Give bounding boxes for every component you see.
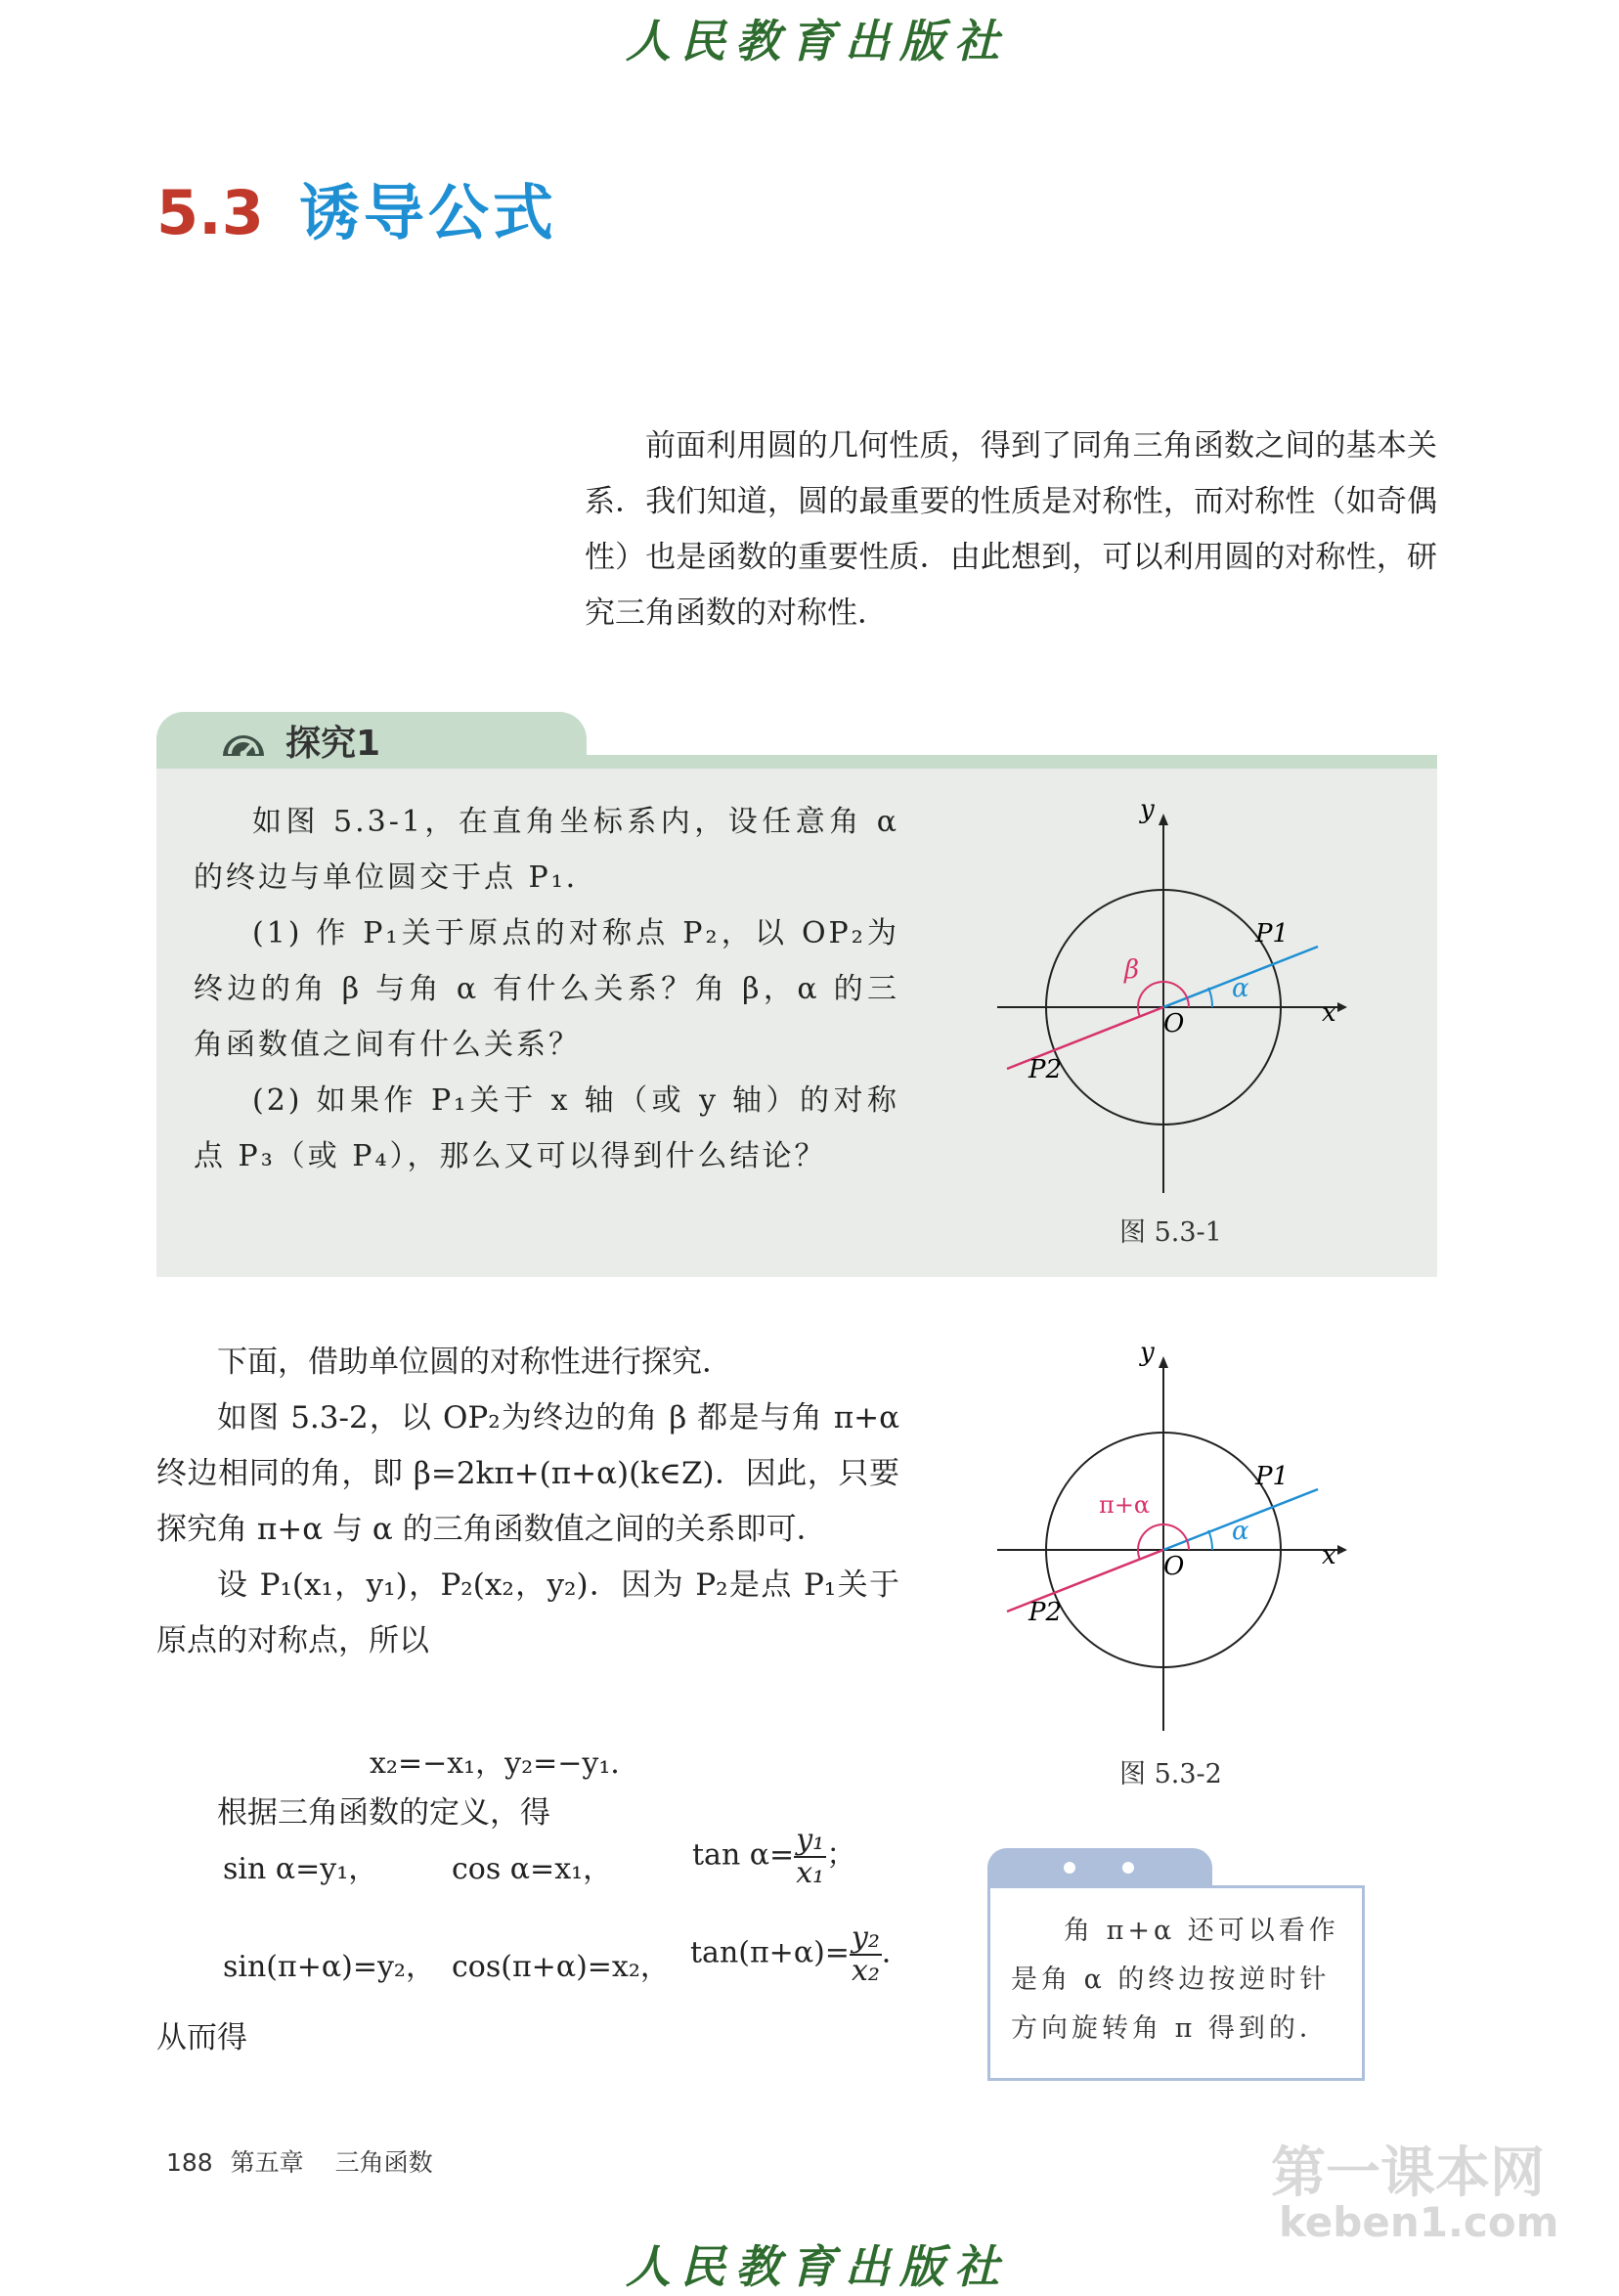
- note-dot-icon: [1122, 1862, 1134, 1874]
- y-label: y: [1140, 802, 1155, 824]
- x-axis-arrow-icon: [1337, 1545, 1347, 1555]
- figure-2-caption: 图 5.3-2: [1119, 1759, 1222, 1789]
- p2-label: P2: [1028, 1055, 1063, 1084]
- alpha-arc: [1208, 988, 1212, 1007]
- explore-para-2: (1) 作 P₁关于原点的对称点 P₂，以 OP₂为终边的角 β 与角 α 有什么关系？角 β，α 的三角函数值之间有什么关系？: [194, 916, 899, 1062]
- body-para-4: 根据三角函数的定义，得: [217, 1795, 550, 1831]
- origin-label: O: [1163, 1009, 1185, 1038]
- alpha-arc: [1208, 1530, 1212, 1550]
- explore-para-1: 如图 5.3-1，在直角坐标系内，设任意角 α 的终边与单位圆交于点 P₁．: [194, 805, 899, 895]
- alpha-label: α: [1232, 974, 1249, 1003]
- explore-label: 探究1: [285, 724, 381, 764]
- tan-pi-alpha-lhs: tan(π+α)=: [690, 1935, 850, 1970]
- watermark-url: keben1.com: [1279, 2198, 1559, 2246]
- tan-pi-alpha-numerator: y₂: [851, 1921, 880, 1955]
- chapter-title: 三角函数: [334, 2148, 433, 2177]
- pi-alpha-label: π+α: [1099, 1491, 1151, 1519]
- equation-sin-alpha: sin α=y₁，: [223, 1852, 378, 1886]
- x-label: x: [1322, 1541, 1336, 1570]
- y-label: y: [1140, 1345, 1155, 1367]
- tan-pi-alpha-denominator: x₂: [851, 1953, 880, 1988]
- tan-pi-alpha-tail: ．: [881, 1935, 911, 1970]
- intro-paragraph: [585, 419, 1437, 641]
- p1-label: P1: [1255, 1462, 1290, 1491]
- figure-1-caption: 图 5.3-1: [1119, 1217, 1222, 1248]
- body-text: [156, 1335, 899, 1669]
- section-title: [156, 164, 557, 251]
- tan-alpha-denominator: x₁: [796, 1855, 825, 1890]
- body-para-5: 从而得: [156, 2020, 247, 2055]
- beta-label: β: [1124, 955, 1140, 985]
- tan-pi-alpha-fraction: [850, 1922, 882, 1986]
- section-title-text: 诱导公式: [298, 177, 557, 248]
- note-tab: [987, 1848, 1212, 1887]
- chapter-label: 第五章: [230, 2148, 304, 2177]
- x-label: x: [1322, 998, 1336, 1028]
- publisher-logo-top: 人民教育出版社: [626, 15, 1009, 67]
- explore-para-3: (2) 如果作 P₁关于 x 轴（或 y 轴）的对称点 P₃（或 P₄），那么又可以得到什么结论？: [194, 1083, 899, 1173]
- section-number: 5.3: [156, 177, 264, 248]
- tan-alpha-lhs: tan α=: [692, 1837, 795, 1873]
- origin-label: O: [1163, 1552, 1185, 1581]
- watermark-cn: 第一课本网: [1271, 2141, 1545, 2205]
- p2-label: P2: [1028, 1598, 1063, 1627]
- intro-text: 前面利用圆的几何性质，得到了同角三角函数之间的基本关系．我们知道，圆的最重要的性质是对称性，而对称性（如奇偶性）也是函数的重要性质．由此想到，可以利用圆的对称性，研究三角函数的对称性．: [585, 428, 1437, 631]
- p1-label: P1: [1255, 919, 1290, 949]
- page-number: 188: [166, 2148, 213, 2177]
- equation-sin-pi-alpha: sin(π+α)=y₂，: [223, 1950, 435, 1984]
- body-para-1: 下面，借助单位圆的对称性进行探究．: [217, 1345, 732, 1380]
- body-para-5-wrap: [156, 2010, 247, 2066]
- equation-cos-alpha: cos α=x₁，: [452, 1852, 613, 1886]
- body-para-2: 如图 5.3-2，以 OP₂为终边的角 β 都是与角 π+α 终边相同的角，即 β=2kπ+(π+α)(k∈Z)．因此，只要探究角 π+α 与 α 的三角函数值之间的关系即可．: [156, 1400, 899, 1547]
- note-dot-icon: [1064, 1862, 1075, 1874]
- tan-alpha-tail: ；: [826, 1837, 856, 1873]
- y-axis-arrow-icon: [1159, 1356, 1168, 1368]
- figure-5-3-1: [978, 802, 1349, 1193]
- note-text-wrap: [1011, 1907, 1343, 2053]
- figure-5-3-2: [978, 1345, 1349, 1736]
- y-axis-arrow-icon: [1159, 814, 1168, 825]
- equation-cos-pi-alpha: cos(π+α)=x₂，: [452, 1950, 670, 1984]
- tan-alpha-fraction: [794, 1825, 826, 1888]
- body-para-3: 设 P₁(x₁，y₁)，P₂(x₂，y₂)．因为 P₂是点 P₁关于原点的对称点，所以: [156, 1567, 899, 1658]
- explore-compass-icon: [217, 723, 270, 762]
- note-text: 角 π+α 还可以看作是角 α 的终边按逆时针方向旋转角 π 得到的．: [1011, 1916, 1339, 2044]
- explore-text: [194, 794, 899, 1184]
- page-footer: [166, 2143, 433, 2179]
- alpha-label: α: [1232, 1517, 1249, 1546]
- equation-tan-pi-alpha: [690, 1922, 911, 1986]
- publisher-logo-bottom: 人民教育出版社: [626, 2240, 1009, 2293]
- tan-alpha-numerator: y₁: [796, 1823, 825, 1857]
- equation-tan-alpha: [692, 1825, 855, 1888]
- equation-symmetric: x₂=−x₁，y₂=−y₁．: [370, 1746, 640, 1781]
- x-axis-arrow-icon: [1337, 1002, 1347, 1012]
